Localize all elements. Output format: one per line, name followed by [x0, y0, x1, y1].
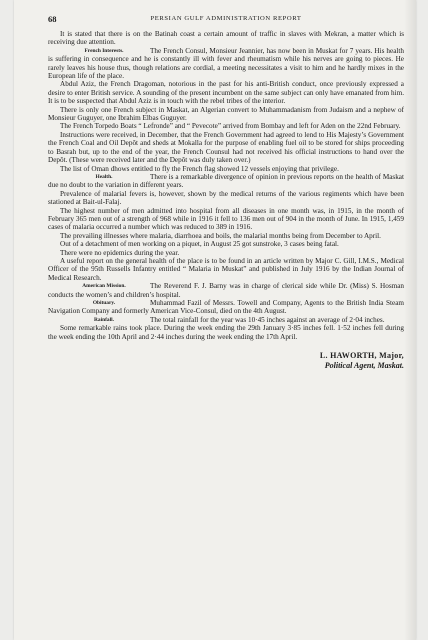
margin-note-health: Health. — [95, 173, 113, 180]
paragraph-illnesses: The prevailing illnesses where malaria, diarrhoea and boils, the malarial months being from December to April. — [60, 231, 381, 240]
paragraph-medical-report: A useful report on the general health of the place is to be found in an article written by Major C. Gill, I.M.S., Medical Officer of the 95th Russells Infantry entitled “ Malaria in Muskat” and published in July 1916 by the Indian Journal of Medical Research. — [48, 256, 404, 282]
paragraph-torpedo-boats: The French Torpedo Boats “ Lefronde” and “ Pevecote” arrived from Bombay and left for Aden on the 22nd February. — [60, 122, 401, 131]
signature-name: L. HAWORTH, Major, — [319, 351, 404, 361]
paragraph-hospital-admissions: The highest number of men admitted into hospital from all diseases in one month was, in 1915, in the month of February 365 men out of a strength of 968 while in 1916 it fell to 136 men out of 904 in the month of June. In 1915, 1,459 cases of malaria occurred a number which was reduced to 389 in 1916. — [48, 206, 404, 232]
paragraph-sunstroke: Out of a detachment of men working on a piquet, in August 25 got sunstroke, 3 cases being fatal. — [60, 240, 339, 249]
paragraph-american-mission: The Reverend F. J. Barny was in charge of clerical side while Dr. (Miss) S. Hosman conducts the women’s and children’s hospital. — [48, 282, 404, 299]
signature-block — [48, 351, 404, 371]
paragraph-health-divergence: There is a remarkable divergence of opinion in previous reports on the health of Maskat due no doubt to the variation in different years. — [48, 172, 404, 190]
paragraph-slave-traffic: It is stated that there is on the Batinah coast a certain amount of traffic in slaves with Mekran, a matter which is receiving due attention. — [48, 30, 404, 47]
signature-title: Political Agent, Maskat. — [324, 361, 404, 371]
paragraph-malaria-prevalence: Prevalence of malarial fevers is, however, shown by the medical returns of the various regiments which have been stationed at Bait-ul-Falaj. — [48, 189, 404, 207]
page-content — [48, 14, 404, 371]
paragraph-dragoman: Abdul Aziz, the French Dragoman, notorious in the past for his anti-British conduct, once previously expressed a desire to enter British service. A sounding of the present incumbent on the same subject can only have emanated from him. It is to be suspected that Abdul Aziz is in touch with the rebel tribes of the interior. — [48, 80, 404, 106]
paragraph-epidemics: There were no epidemics during the year. — [60, 248, 180, 257]
paragraph-dhows: The list of Oman dhows entitled to fly the French flag showed 12 vessels enjoying that privilege. — [60, 164, 339, 173]
paragraph-rainfall-details: Some remarkable rains took place. During the week ending the 29th January 3·85 inches fell. 1·52 inches fell during the week ending the 10th April and 2·44 inches during the week ending the 17th April. — [48, 324, 404, 341]
margin-note-obituary: Obituary. — [92, 300, 116, 306]
margin-note-american-mission: American Mission. — [82, 283, 126, 290]
paragraph-coal-depot: Instructions were received, in December, that the French Government had agreed to lend to His Majesty’s Government the French Coal and Oil Depôt and sheds at Mokalla for the purpose of enabling fuel oil to be stored for ships proceeding to Basrah but, up to the end of the year, the French Counsul had not received his official instructions to hand over the Depôt. (These were received later and the Depôt was duly taken over.) — [48, 130, 404, 165]
paragraph-obituary: Muhammad Fazil of Messrs. Towell and Company, Agents to the British India Steam Navigation Company and formerly American Vice-Consul, died on the 4th August. — [48, 299, 404, 316]
page-fold-shadow — [404, 0, 416, 640]
paragraph-french-subject: There is only one French subject in Maskat, an Algerian convert to Muhammadanism from Judaism and a nephew of Monsieur Guguyer, one Ibrahim Elbas Guguyer. — [48, 105, 404, 123]
page-header — [48, 14, 404, 26]
running-title: PERSIAN GULF ADMINISTRATION REPORT — [150, 15, 302, 22]
paragraph-french-consul: The French Consul, Monsieur Jeannier, has now been in Muskat for 7 years. His health is suffering in consequence and he is constantly ill with fever and rheumatism while his nerves are going to pieces. He rarely leaves his house thus, though relations are cordial, a meeting necessitates a visit to him and he hardly mixes in the European life of the place. — [48, 46, 404, 81]
document-page — [14, 0, 416, 640]
margin-note-rainfall: Rainfall. — [94, 316, 114, 323]
margin-note-french-interests: French Interests. — [84, 47, 124, 54]
page-number: 68 — [48, 14, 57, 24]
paragraph-rainfall-total: The total rainfall for the year was 10·45 inches against an average of 2·04 inches. — [150, 315, 385, 324]
